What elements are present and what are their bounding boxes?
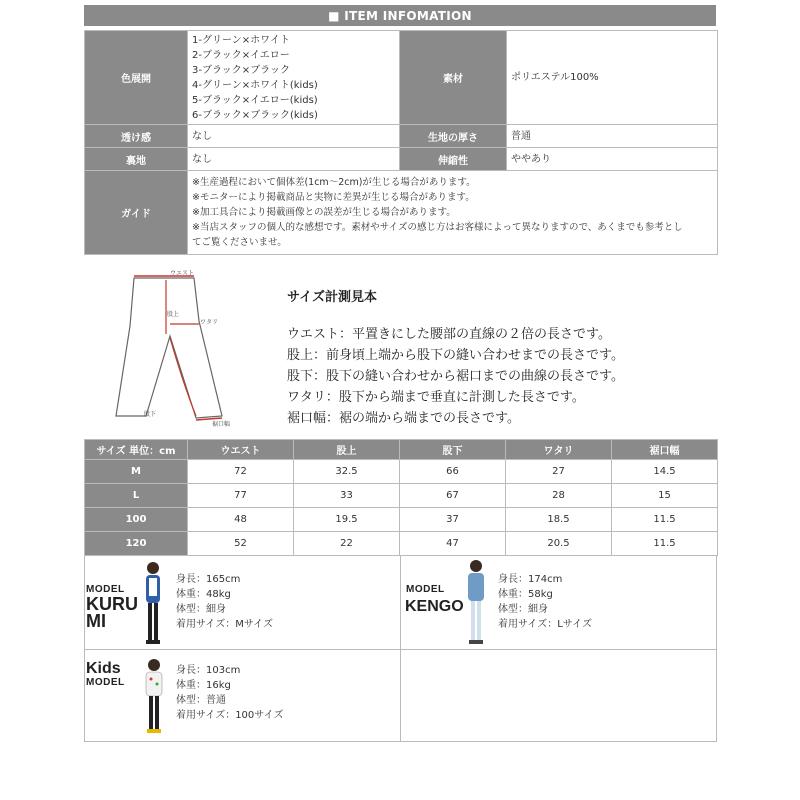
table-cell: 19.5 [294, 508, 400, 532]
table-cell: 48 [188, 508, 294, 532]
table-cell: 15 [612, 484, 718, 508]
lining-label: 裏地 [85, 148, 188, 171]
spec-line: 体重：58kg [498, 589, 553, 600]
model-name: MI [86, 611, 106, 631]
table-cell: 47 [400, 532, 506, 556]
guide-note: ※モニターにより掲載商品と実物に差異が生じる場合があります。 [192, 192, 475, 203]
spec-line: 着用サイズ：100サイズ [176, 710, 284, 721]
model-tag: MODEL [86, 584, 125, 595]
color-item: 5-ブラック×イエロー(kids) [192, 94, 318, 106]
color-label: 色展開 [85, 31, 188, 125]
material-label: 素材 [400, 31, 507, 125]
table-cell: 28 [506, 484, 612, 508]
guide-notes [188, 171, 718, 255]
guide-note: てご覧くださいませ。 [192, 237, 287, 248]
color-item: 1-グリーン×ホワイト [192, 34, 290, 46]
model-tag: MODEL [86, 677, 125, 688]
table-cell: 37 [400, 508, 506, 532]
measurement-line: 裾口幅：裾の端から端までの長さです。 [287, 411, 520, 426]
table-cell: 22 [294, 532, 400, 556]
sheer-label: 透け感 [85, 125, 188, 148]
inseam-label: 股下 [144, 411, 157, 418]
size-header: 裾口幅 [612, 440, 718, 460]
measurement-line: 股上：前身頃上端から股下の縫い合わせまでの長さです。 [287, 348, 624, 363]
model-specs [498, 572, 592, 632]
spec-line: 身長：103cm [176, 665, 241, 676]
waist-label: ウエスト [170, 270, 195, 277]
measurement-line: 股下：股下の縫い合わせから裾口までの曲線の長さです。 [287, 369, 624, 384]
model-specs [176, 663, 284, 723]
rise-label: 股上 [167, 311, 180, 318]
stretch-value: ややあり [507, 148, 718, 171]
color-item: 6-ブラック×ブラック(kids) [192, 109, 318, 121]
table-cell: 18.5 [506, 508, 612, 532]
spec-line: 体型：細身 [498, 604, 548, 615]
table-cell: 67 [400, 484, 506, 508]
table-row [85, 484, 718, 508]
color-list [188, 31, 400, 125]
spec-line: 身長：165cm [176, 574, 241, 585]
thickness-label: 生地の厚さ [400, 125, 507, 148]
measurement-guide [287, 286, 727, 429]
measurement-line: ウエスト：平置きにした腰部の直線の２倍の長さです。 [287, 327, 611, 342]
thickness-value: 普通 [507, 125, 718, 148]
hem-label: 裾口幅 [212, 421, 231, 428]
table-row [85, 508, 718, 532]
size-name: L [85, 484, 188, 508]
model-photo-kids [142, 657, 166, 737]
guide-note: ※加工具合により掲載画像との誤差が生じる場合があります。 [192, 207, 456, 218]
model-photo-kurumi [140, 560, 166, 646]
size-name: 100 [85, 508, 188, 532]
item-info-table [84, 30, 718, 255]
table-cell: 52 [188, 532, 294, 556]
size-header: サイズ 単位：cm [85, 440, 188, 460]
spec-line: 体型：普通 [176, 695, 226, 706]
model-photo-kengo [462, 558, 490, 648]
color-item: 2-ブラック×イエロー [192, 49, 290, 61]
table-cell: 27 [506, 460, 612, 484]
table-cell: 77 [188, 484, 294, 508]
size-header: ウエスト [188, 440, 294, 460]
guide-note: ※生産過程において個体差(1cm～2cm)が生じる場合があります。 [192, 177, 476, 188]
lining-value: なし [188, 148, 400, 171]
table-cell: 14.5 [612, 460, 718, 484]
table-row [85, 460, 718, 484]
thigh-label: ワタリ [200, 319, 218, 326]
table-cell: 11.5 [612, 508, 718, 532]
table-cell: 72 [188, 460, 294, 484]
size-name: M [85, 460, 188, 484]
model-tag: MODEL [406, 584, 445, 595]
size-header: ワタリ [506, 440, 612, 460]
size-header: 股下 [400, 440, 506, 460]
model-specs [176, 572, 273, 632]
spec-line: 体型：細身 [176, 604, 226, 615]
spec-line: 身長：174cm [498, 574, 563, 585]
table-cell: 66 [400, 460, 506, 484]
spec-line: 体重：16kg [176, 680, 231, 691]
table-cell: 11.5 [612, 532, 718, 556]
model-name: KURU [86, 594, 138, 614]
table-row [85, 532, 718, 556]
color-item: 3-ブラック×ブラック [192, 64, 290, 76]
measurement-title: サイズ計測見本 [287, 290, 377, 305]
model-name: KENGO [405, 598, 464, 615]
material-value: ポリエステル100% [507, 31, 718, 125]
spec-line: 体重：48kg [176, 589, 231, 600]
table-cell: 33 [294, 484, 400, 508]
guide-note: ※当店スタッフの個人的な感想です。素材やサイズの感じ方はお客様によって異なりますので、あくまでも参考とし [192, 222, 683, 233]
size-name: 120 [85, 532, 188, 556]
color-item: 4-グリーン×ホワイト(kids) [192, 79, 318, 91]
measurement-line: ワタリ：股下から端まで垂直に計測した長さです。 [287, 390, 585, 405]
stretch-label: 伸縮性 [400, 148, 507, 171]
table-cell: 32.5 [294, 460, 400, 484]
pants-diagram [104, 266, 234, 430]
table-cell: 20.5 [506, 532, 612, 556]
models-divider [84, 649, 717, 650]
spec-line: 着用サイズ：Mサイズ [176, 619, 274, 630]
spec-line: 着用サイズ：Lサイズ [498, 619, 592, 630]
size-table [84, 439, 718, 556]
sheer-value: なし [188, 125, 400, 148]
item-info-header: ■ ITEM INFOMATION [84, 5, 716, 26]
guide-label: ガイド [85, 171, 188, 255]
size-header: 股上 [294, 440, 400, 460]
model-tag-kids: Kids [86, 660, 121, 677]
